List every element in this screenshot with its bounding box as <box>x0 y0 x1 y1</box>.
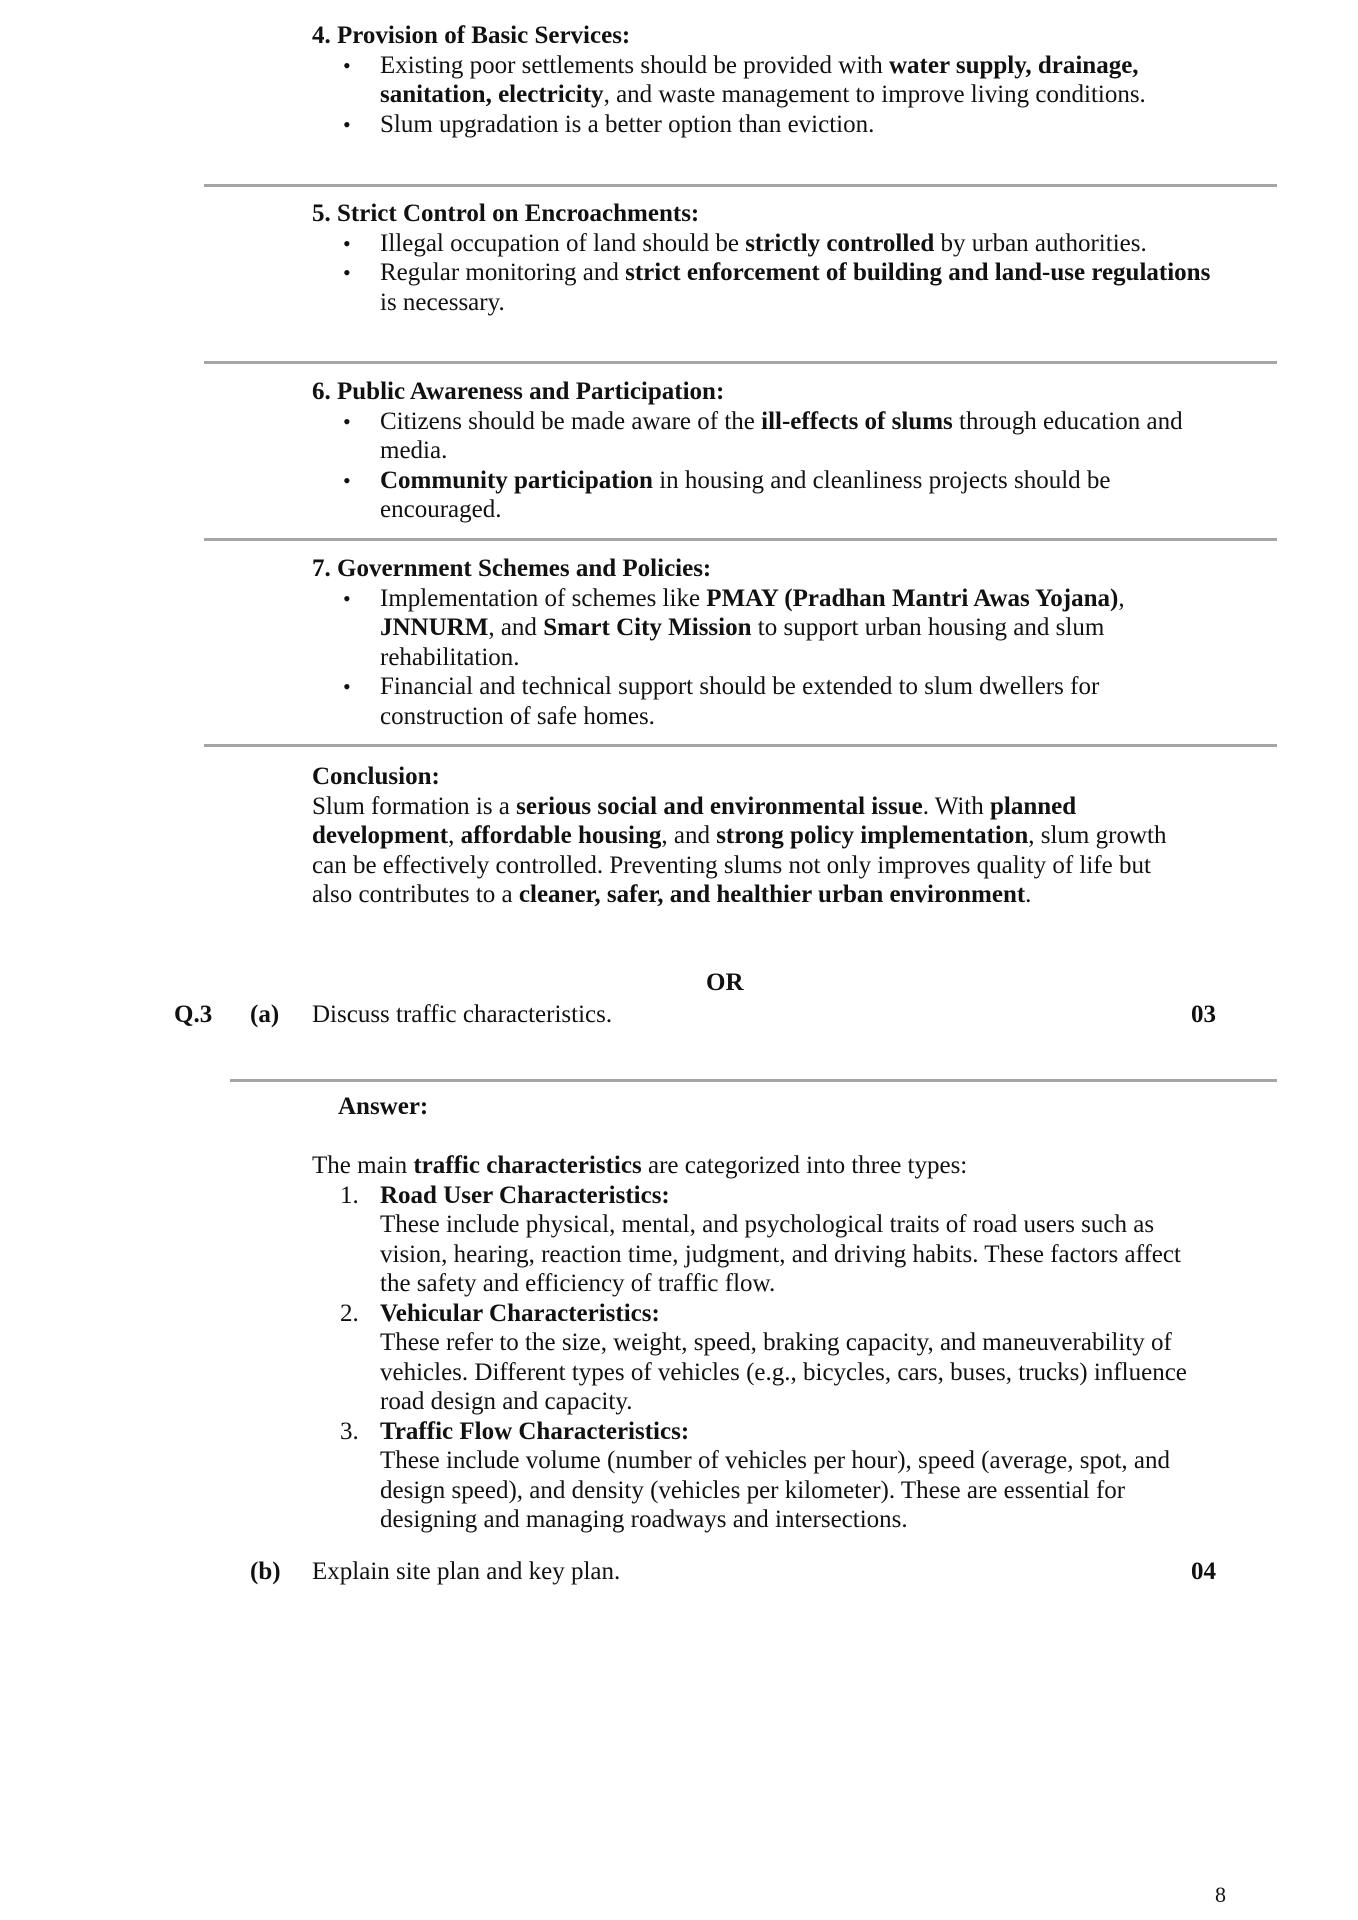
text-run: in housing and cleanliness projects should be encouraged. <box>380 466 1111 523</box>
list-item: • Financial and technical support should be extended to slum dwellers for construction of safe homes. <box>312 672 1212 731</box>
text-run: , and <box>488 614 544 641</box>
answer-intro <box>312 1151 1192 1181</box>
section-public-awareness <box>312 377 1212 525</box>
text-run: Citizens should be made aware of the <box>380 407 762 435</box>
bold-text: strong policy implementation <box>716 822 1029 849</box>
item-title: Vehicular Characteristics: <box>380 1299 660 1327</box>
bold-text: JNNURM <box>380 614 489 641</box>
conclusion-block <box>312 762 1192 910</box>
bold-text: affordable housing <box>460 822 662 849</box>
question-number: Q.3 <box>174 1001 213 1028</box>
answer-divider <box>230 1079 1277 1082</box>
section-heading: 7. Government Schemes and Policies: <box>312 555 712 582</box>
item-number: 3. <box>340 1417 359 1445</box>
bold-text: traffic characteristics <box>413 1152 642 1179</box>
section-heading: 5. Strict Control on Encroachments: <box>312 200 700 227</box>
bold-text: ill-effects of slums <box>761 407 953 435</box>
text-run: by urban authorities. <box>934 229 1147 257</box>
bold-text: strictly controlled <box>745 229 935 257</box>
section-heading: 4. Provision of Basic Services: <box>312 22 631 49</box>
text-run: Regular monitoring and <box>380 259 626 286</box>
section-divider <box>204 744 1277 747</box>
marks-a: 03 <box>1191 1001 1216 1028</box>
bullet-list <box>312 584 1212 732</box>
subquestion-label-a: (a) <box>250 1001 280 1028</box>
section-divider <box>204 538 1277 541</box>
item-text: These include physical, mental, and psychological traits of road users such as vision, hearing, reaction time, judgment, and driving habits. These factors affect the safety and efficiency of traffic flow. <box>380 1211 1181 1297</box>
item-text: These refer to the size, weight, speed, braking capacity, and maneuverability of vehicles. Different types of vehicles (e.g., bicycles, cars, buses, trucks) influence road design and capacity. <box>380 1329 1187 1415</box>
list-item <box>312 466 1212 525</box>
bullet-list <box>312 407 1212 525</box>
list-item <box>312 407 1212 466</box>
bold-text: planned development <box>312 792 1077 849</box>
text-run: Slum formation is a <box>312 792 517 820</box>
bold-text: Smart City Mission <box>543 614 752 641</box>
section-divider <box>204 361 1277 364</box>
marks-b: 04 <box>1191 1558 1216 1585</box>
section-encroachments <box>312 199 1212 317</box>
item-title: Road User Characteristics: <box>380 1181 670 1209</box>
text-run: Existing poor settlements should be provided with <box>380 51 889 79</box>
item-title: Traffic Flow Characteristics: <box>380 1417 690 1445</box>
text-run: , and <box>661 822 717 849</box>
section-basic-services <box>312 21 1212 139</box>
text-run: The main <box>312 1152 414 1179</box>
bold-text: serious social and environmental issue <box>516 792 923 820</box>
list-item <box>312 1299 1192 1417</box>
list-item <box>312 258 1212 317</box>
section-heading: 6. Public Awareness and Participation: <box>312 378 725 405</box>
list-item <box>312 229 1212 259</box>
list-item <box>312 1181 1192 1299</box>
answer-label: Answer: <box>338 1093 429 1120</box>
or-separator: OR <box>706 969 744 996</box>
item-number: 1. <box>340 1181 359 1209</box>
list-item: • Slum upgradation is a better option than eviction. <box>312 110 1212 140</box>
text-run: . With <box>922 792 990 820</box>
list-item <box>312 51 1212 110</box>
question-text-b: Explain site plan and key plan. <box>312 1558 621 1585</box>
question-text-a: Discuss traffic characteristics. <box>312 1001 613 1028</box>
text-run: are categorized into three types: <box>641 1152 968 1179</box>
conclusion-heading: Conclusion: <box>312 763 440 790</box>
text-run: Implementation of schemes like <box>380 584 707 612</box>
text-run: Illegal occupation of land should be <box>380 229 746 257</box>
bullet-list <box>312 51 1212 140</box>
subquestion-label-b: (b) <box>250 1558 281 1585</box>
text-run: through education and media. <box>380 407 1183 464</box>
text-run: , slum growth can be effectively controlled. Preventing slums not only improves quality of life but also contributes to a <box>312 822 1167 908</box>
list-item <box>312 1417 1192 1535</box>
text-run: to support urban housing and slum rehabilitation. <box>380 614 1105 671</box>
bold-text: cleaner, safer, and healthier urban environment <box>518 881 1026 908</box>
text-run: . <box>1025 881 1032 908</box>
text-run: , <box>1118 584 1125 612</box>
item-number: 2. <box>340 1299 359 1327</box>
conclusion-text <box>312 792 1192 910</box>
item-text: These include volume (number of vehicles per hour), speed (average, spot, and design speed), and density (vehicles per kilometer). These are essential for designing and managing roadways and intersections. <box>380 1447 1170 1533</box>
bold-text: Community participation <box>380 466 653 494</box>
section-government-schemes <box>312 554 1212 731</box>
answer-body <box>312 1151 1192 1535</box>
page-number: 8 <box>1215 1882 1226 1907</box>
bullet-list <box>312 229 1212 318</box>
list-item <box>312 584 1212 673</box>
text-run: , <box>448 822 461 849</box>
text-run: is necessary. <box>380 288 505 316</box>
characteristics-list <box>312 1181 1192 1535</box>
bold-text: strict enforcement of building and land-use regulations <box>625 259 1211 286</box>
section-divider <box>204 184 1277 187</box>
text-run: , and waste management to improve living conditions. <box>603 81 1146 108</box>
bold-text: PMAY (Pradhan Mantri Awas Yojana) <box>706 584 1119 612</box>
bold-text: water supply, drainage, sanitation, electricity <box>380 51 1139 108</box>
